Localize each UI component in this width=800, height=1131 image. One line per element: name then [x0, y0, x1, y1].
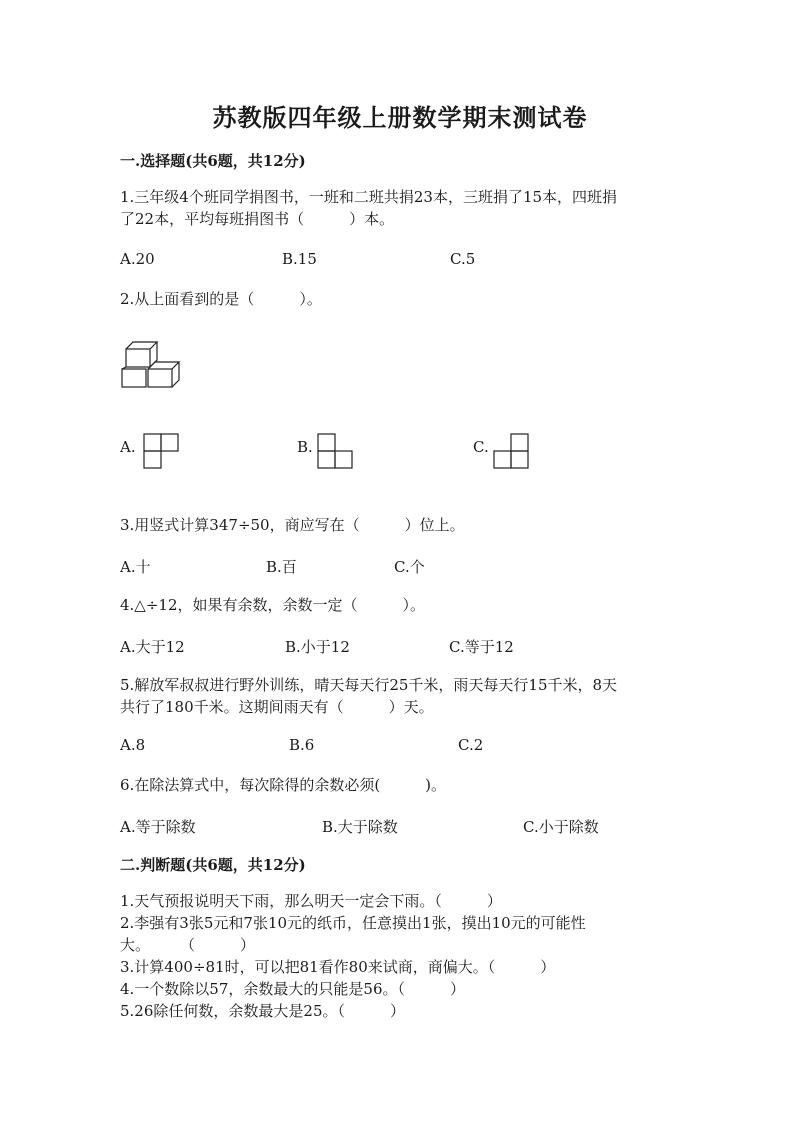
cube-stack-figure	[120, 340, 182, 388]
question-3-line-1: 3.用竖式计算347÷50，商应写在（ ）位上。	[120, 516, 465, 534]
question-6-option-c: C.小于除数	[523, 818, 599, 836]
question-1-option-c: C.5	[450, 250, 476, 268]
question-3-option-a: A.十	[120, 558, 151, 576]
question-2-line-1: 2.从上面看到的是（ ）。	[120, 290, 322, 308]
question-1-line-1: 1.三年级4个班同学捐图书，一班和二班共捐23本，三班捐了15本，四班捐	[120, 188, 618, 206]
judge-question-5: 5.26除任何数，余数最大是25。（ ）	[120, 1002, 405, 1020]
judge-question-1: 1.天气预报说明天下雨，那么明天一定会下雨。（ ）	[120, 892, 502, 910]
question-5-option-c: C.2	[458, 736, 484, 754]
question-4-option-c: C.等于12	[449, 638, 514, 656]
view-option-c-figure	[493, 433, 529, 469]
view-option-b-figure	[317, 433, 353, 469]
page-title: 苏教版四年级上册数学期末测试卷	[212, 103, 588, 132]
question-2-option-a: A.	[120, 438, 136, 456]
judge-question-4: 4.一个数除以57，余数最大的只能是56。（ ）	[120, 980, 465, 998]
question-6-option-a: A.等于除数	[120, 818, 196, 836]
question-2-option-c: C.	[473, 438, 489, 456]
question-4-option-b: B.小于12	[285, 638, 350, 656]
section-heading-choice: 一.选择题(共6题，共12分)	[120, 152, 306, 170]
question-6-line-1: 6.在除法算式中，每次除得的余数必须( )。	[120, 776, 447, 794]
judge-question-2-line-1: 2.李强有3张5元和7张10元的纸币，任意摸出1张，摸出10元的可能性	[120, 914, 586, 932]
question-5-line-1: 5.解放军叔叔进行野外训练，晴天每天行25千米，雨天每天行15千米，8天	[120, 676, 618, 694]
question-1-option-b: B.15	[282, 250, 317, 268]
section-heading-judge: 二.判断题(共6题，共12分)	[120, 856, 306, 874]
question-4-option-a: A.大于12	[120, 638, 185, 656]
judge-question-3: 3.计算400÷81时，可以把81看作80来试商，商偏大。（ ）	[120, 958, 556, 976]
question-5-option-b: B.6	[289, 736, 315, 754]
question-3-option-b: B.百	[266, 558, 297, 576]
question-4-line-1: 4.△÷12，如果有余数，余数一定（ ）。	[120, 596, 426, 614]
question-2-option-b: B.	[297, 438, 313, 456]
question-1-line-2: 了22本，平均每班捐图书（ ）本。	[120, 210, 395, 228]
view-option-a-figure	[143, 433, 179, 469]
question-5-option-a: A.8	[120, 736, 146, 754]
question-5-line-2: 共行了180千米。这期间雨天有（ ）天。	[120, 698, 434, 716]
question-6-option-b: B.大于除数	[322, 818, 398, 836]
judge-question-2-line-2: 大。 （ ）	[120, 936, 256, 954]
question-1-option-a: A.20	[120, 250, 155, 268]
question-3-option-c: C.个	[394, 558, 425, 576]
